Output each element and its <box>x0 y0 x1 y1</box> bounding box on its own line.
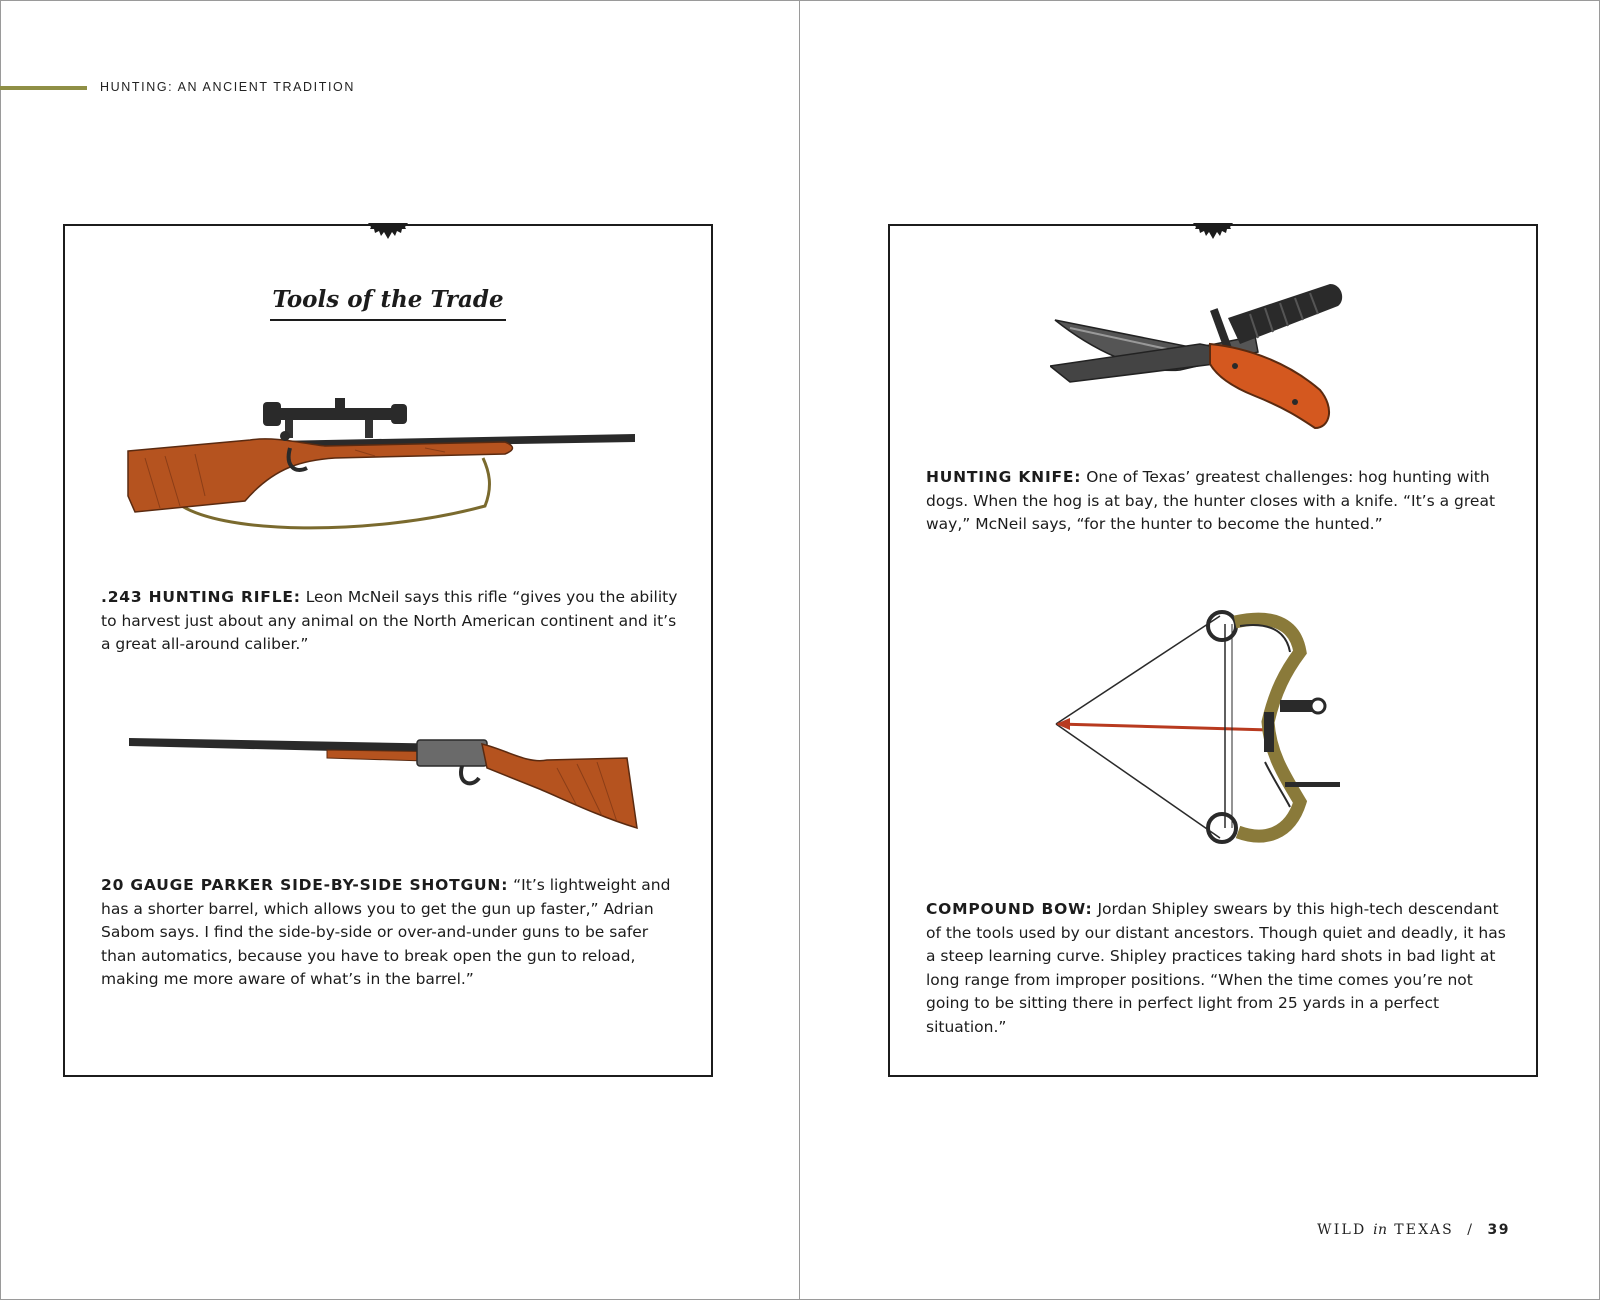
page-folio <box>1317 1222 1510 1238</box>
shotgun-name: 20 GAUGE PARKER SIDE-BY-SIDE SHOTGUN: <box>101 876 509 894</box>
section-title <box>65 286 711 321</box>
shotgun-caption <box>101 874 681 992</box>
running-head: HUNTING: AN ANCIENT TRADITION <box>100 80 355 94</box>
shotgun-illustration <box>127 736 647 846</box>
book-title-texas: TEXAS <box>1394 1222 1454 1238</box>
knife-name: HUNTING KNIFE: <box>926 468 1082 486</box>
section-title-text: Tools of the Trade <box>270 286 505 321</box>
compound-bow-illustration <box>1050 602 1360 862</box>
knife-description: One of Texas’ greatest challenges: hog hunting with dogs. When the hog is at bay, the hunter closes with a knife. “It’s a great way,” McNeil says, “for the hunter to become the hunted.” <box>926 468 1496 533</box>
rifle-name: .243 HUNTING RIFLE: <box>101 588 301 606</box>
shotgun-description: “It’s lightweight and has a shorter barrel, which allows you to get the gun up faster,” Adrian Sabom says. I find the side-by-side or over-and-under guns to be safer than automatics, because you have to break open the gun to reload, making me more aware of what’s in the barrel.” <box>101 876 671 988</box>
starburst-ornament <box>1191 223 1235 239</box>
page-gutter <box>799 0 800 1300</box>
bow-description: Jordan Shipley swears by this high-tech descendant of the tools used by our distant ancestors. Though quiet and deadly, it has a steep learning curve. Shipley practices taking hard shots in bad light at long range from improper positions. “When the time comes you’re not going to be sitting there in perfect light from 25 yards in a perfect situation.” <box>926 900 1506 1036</box>
folio-separator: / <box>1467 1222 1475 1238</box>
hunting-knife-illustration <box>1050 278 1360 453</box>
book-title-in: in <box>1373 1222 1388 1238</box>
hunting-rifle-illustration <box>125 396 645 536</box>
rifle-caption <box>101 586 681 657</box>
bow-caption <box>926 898 1506 1039</box>
starburst-ornament <box>366 223 410 239</box>
bow-name: COMPOUND BOW: <box>926 900 1093 918</box>
sidebar-box-right <box>888 224 1538 1077</box>
sidebar-box-left <box>63 224 713 1077</box>
running-head-rule <box>0 86 87 90</box>
page-number: 39 <box>1487 1222 1510 1238</box>
knife-caption <box>926 466 1506 537</box>
rifle-description: Leon McNeil says this rifle “gives you the ability to harvest just about any animal on the North American continent and it’s a great all-around caliber.” <box>101 588 678 653</box>
book-title-wild: WILD <box>1317 1222 1367 1238</box>
